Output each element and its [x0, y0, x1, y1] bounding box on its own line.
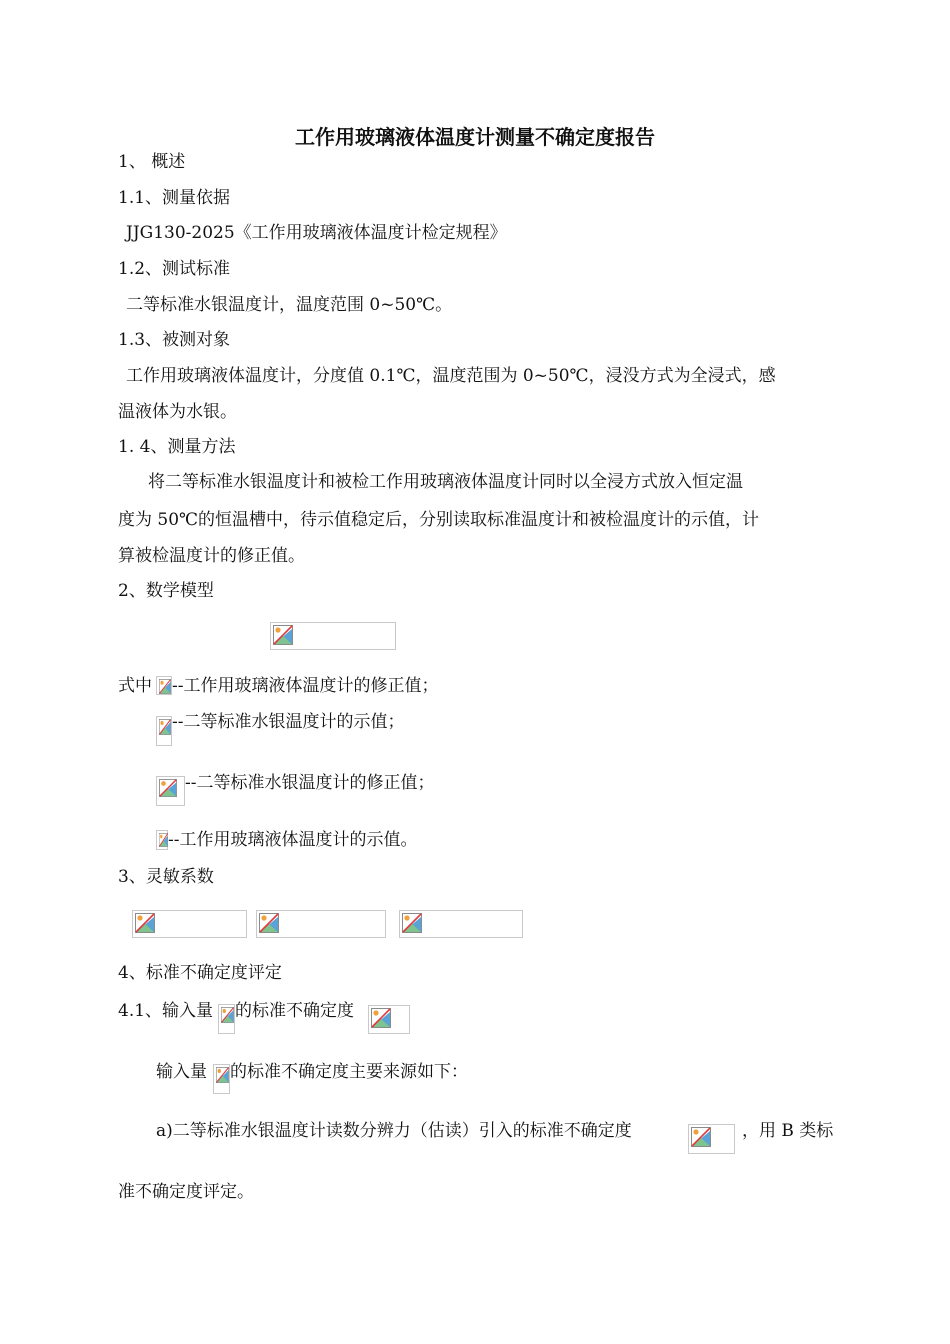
section-1-2-text: 二等标准水银温度计，温度范围 0~50℃。 — [126, 295, 453, 315]
section-1-1-heading: 1.1、测量依据 — [118, 188, 231, 208]
section-4-1-heading-b: 的标准不确定度 — [235, 1001, 354, 1021]
symbol-image-icon — [218, 1004, 235, 1034]
coefficient-image-icon — [132, 910, 247, 938]
where-item-2: --二等标准水银温度计的示值； — [172, 712, 405, 732]
section-1-2-heading: 1.2、测试标准 — [118, 259, 231, 279]
sources-intro-a: 输入量 — [156, 1062, 207, 1082]
section-4-1-heading-a: 4.1、输入量 — [118, 1001, 214, 1021]
where-item-1: --工作用玻璃液体温度计的修正值； — [172, 676, 439, 696]
coefficient-image-icon — [399, 910, 523, 938]
section-3-heading: 3、灵敏系数 — [118, 867, 214, 887]
symbol-image-icon — [213, 1064, 230, 1094]
document-title: 工作用玻璃液体温度计测量不确定度报告 — [295, 125, 655, 149]
formula-image-icon — [270, 622, 396, 650]
section-1-3-heading: 1.3、被测对象 — [118, 330, 231, 350]
symbol-image-icon — [156, 676, 172, 695]
sources-intro-b: 的标准不确定度主要来源如下： — [230, 1062, 468, 1082]
symbol-image-icon — [156, 830, 168, 850]
source-a-line1-b: ，用 B 类标 — [742, 1121, 834, 1141]
symbol-image-icon — [156, 716, 172, 746]
section-1-4-line3: 算被检温度计的修正值。 — [118, 546, 305, 566]
section-1-4-line1: 将二等标准水银温度计和被检工作用玻璃液体温度计同时以全浸方式放入恒定温 — [148, 472, 743, 492]
section-4-heading: 4、标准不确定度评定 — [118, 963, 282, 983]
section-2-heading: 2、数学模型 — [118, 581, 214, 601]
source-a-line1-a: a)二等标准水银温度计读数分辨力（估读）引入的标准不确定度 — [156, 1121, 632, 1141]
symbol-image-icon — [156, 776, 185, 806]
section-1-3-line2: 温液体为水银。 — [118, 402, 237, 422]
source-a-line2: 准不确定度评定。 — [118, 1182, 254, 1202]
section-1-4-heading: 1. 4、测量方法 — [118, 437, 236, 457]
section-1-3-line1: 工作用玻璃液体温度计，分度值 0.1℃，温度范围为 0~50℃，浸没方式为全浸式，感 — [126, 366, 776, 386]
section-1-heading: 1、 概述 — [118, 152, 186, 172]
symbol-image-icon — [688, 1124, 735, 1154]
where-item-3: --二等标准水银温度计的修正值； — [185, 773, 435, 793]
coefficient-image-icon — [256, 910, 386, 938]
section-1-1-text: JJG130-2025《工作用玻璃液体温度计检定规程》 — [126, 223, 507, 243]
symbol-image-icon — [368, 1005, 410, 1034]
section-1-4-line2: 度为 50℃的恒温槽中，待示值稳定后，分别读取标准温度计和被检温度计的示值，计 — [118, 510, 760, 530]
where-prefix: 式中 — [118, 676, 152, 696]
where-item-4: --工作用玻璃液体温度计的示值。 — [168, 830, 418, 850]
